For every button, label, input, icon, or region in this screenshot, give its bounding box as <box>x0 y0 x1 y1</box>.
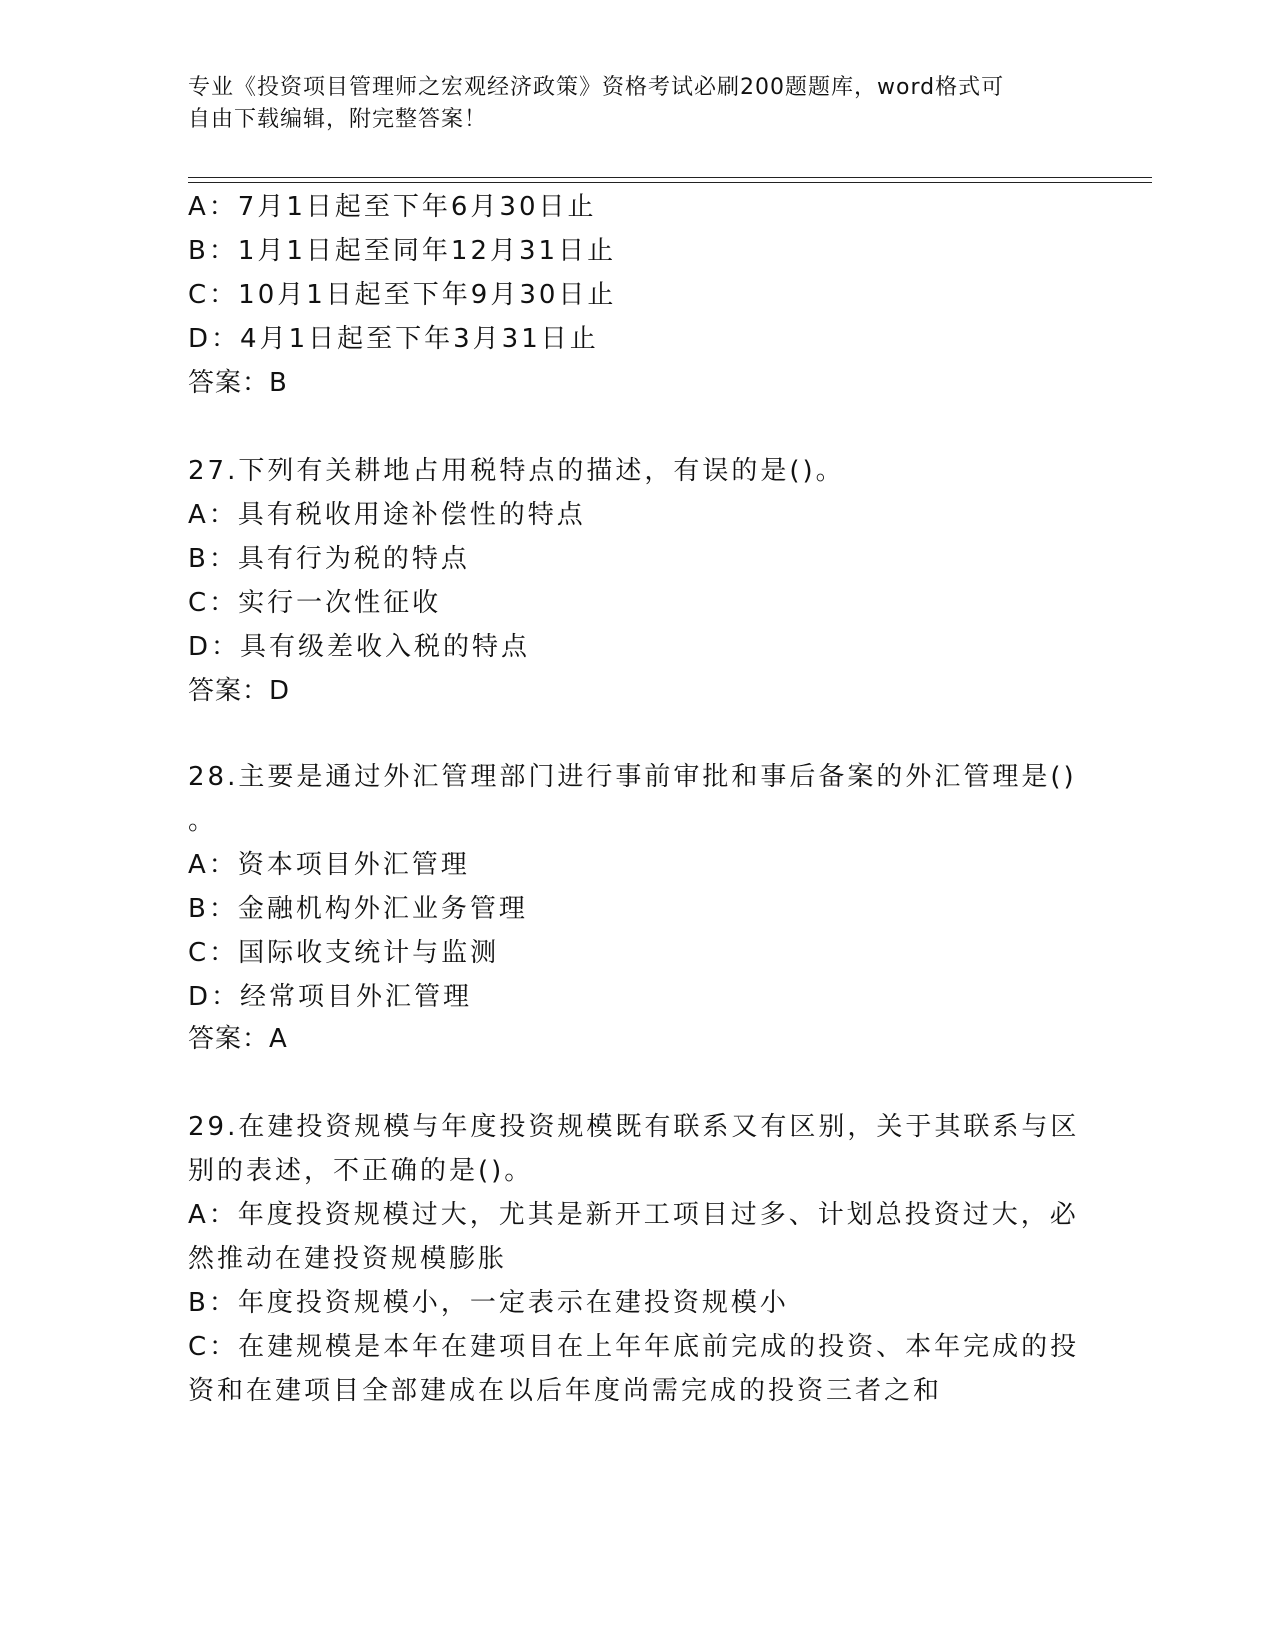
q26-option-b: B：1月1日起至同年12月31日止 <box>188 236 617 266</box>
q29-option-c-line-1: C：在建规模是本年在建项目在上年年底前完成的投资、本年完成的投 <box>188 1332 1080 1362</box>
q27-option-a: A：具有税收用途补偿性的特点 <box>188 500 586 530</box>
q29-option-a-line-1: A：年度投资规模过大，尤其是新开工项目过多、计划总投资过大，必 <box>188 1200 1079 1230</box>
header-line-1: 专业《投资项目管理师之宏观经济政策》资格考试必刷200题题库，word格式可 <box>188 75 1005 100</box>
q28-answer: 答案：A <box>188 1024 288 1054</box>
header-line-2: 自由下载编辑，附完整答案！ <box>188 107 488 132</box>
header-rule-bottom <box>188 182 1152 183</box>
q29-stem-line-2: 别的表述，不正确的是()。 <box>188 1156 534 1186</box>
q28-stem-line-2: 。 <box>188 806 218 836</box>
q27-option-c: C：实行一次性征收 <box>188 588 442 618</box>
q26-option-a: A：7月1日起至下年6月30日止 <box>188 192 597 222</box>
q28-option-c: C：国际收支统计与监测 <box>188 938 500 968</box>
q28-option-d: D：经常项目外汇管理 <box>188 982 473 1012</box>
q28-option-b: B：金融机构外汇业务管理 <box>188 894 528 924</box>
header-rule-top <box>188 177 1152 178</box>
q27-option-d: D：具有级差收入税的特点 <box>188 632 531 662</box>
q26-option-c: C：10月1日起至下年9月30日止 <box>188 280 617 310</box>
q29-option-a-line-2: 然推动在建投资规模膨胀 <box>188 1244 508 1274</box>
q26-option-d: D：4月1日起至下年3月31日止 <box>188 324 599 354</box>
q26-answer: 答案：B <box>188 368 288 398</box>
document-header <box>188 72 1068 136</box>
q27-stem: 27.下列有关耕地占用税特点的描述，有误的是()。 <box>188 456 845 486</box>
q28-option-a: A：资本项目外汇管理 <box>188 850 470 880</box>
q29-stem-line-1: 29.在建投资规模与年度投资规模既有联系又有区别，关于其联系与区 <box>188 1112 1080 1142</box>
q29-option-c-line-2: 资和在建项目全部建成在以后年度尚需完成的投资三者之和 <box>188 1376 943 1406</box>
q29-option-b: B：年度投资规模小，一定表示在建投资规模小 <box>188 1288 789 1318</box>
q28-stem-line-1: 28.主要是通过外汇管理部门进行事前审批和事后备案的外汇管理是() <box>188 762 1077 792</box>
q27-answer: 答案：D <box>188 676 291 706</box>
q27-option-b: B：具有行为税的特点 <box>188 544 470 574</box>
